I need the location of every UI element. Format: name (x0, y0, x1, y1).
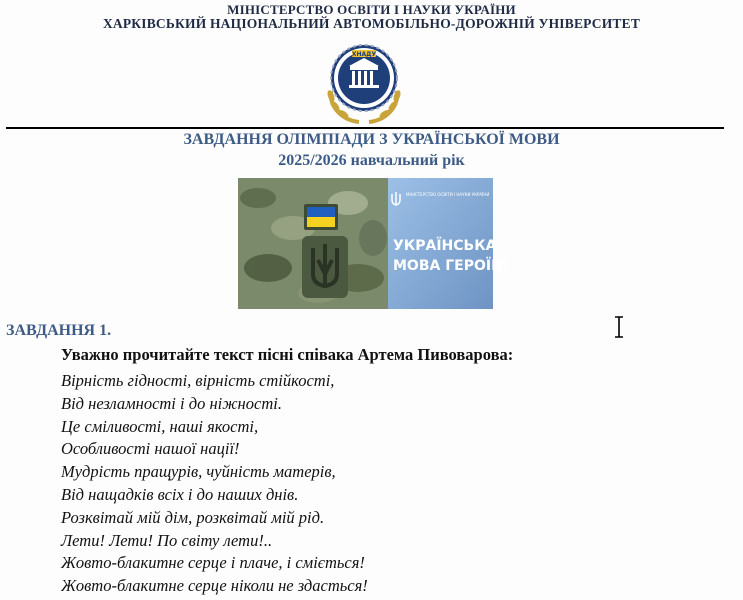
lyric-line: Від нащадків всіх і до наших днів. (61, 484, 299, 504)
emblem-label: ХНАДУ (351, 51, 377, 58)
lyric-line: Від незламності і до ніжності. (61, 393, 282, 413)
song-lyrics (61, 370, 368, 598)
banner-slogan-line1: УКРАЇНСЬКА – (393, 238, 509, 254)
lyric-line: Жовто-блакитне серце ніколи не здасться! (61, 576, 368, 596)
lyric-line: Розквітай мій дім, розквітай мій рід. (61, 507, 325, 527)
olympiad-title: ЗАВДАННЯ ОЛІМПІАДИ З УКРАЇНСЬКОЇ МОВИ (183, 131, 560, 148)
university-header: ХАРКІВСЬКИЙ НАЦІОНАЛЬНИЙ АВТОМОБІЛЬНО-ДОРОЖНІЙ УНІВЕРСИТЕТ (102, 16, 641, 31)
banner-slogan-line2: МОВА ГЕРОЇВ! (393, 258, 509, 274)
lyric-line: Особливості нашої нації! (61, 439, 240, 459)
banner-small-caption: МІНІСТЕРСТВО ОСВІТИ І НАУКИ УКРАЇНИ (406, 192, 490, 197)
header-divider (6, 127, 724, 129)
lyric-line: Жовто-блакитне серце і плаче, і сміється! (61, 553, 365, 573)
university-crest-icon (319, 36, 409, 126)
task-number-heading: ЗАВДАННЯ 1. (6, 322, 112, 339)
lyric-line: Це сміливості, наші якості, (61, 416, 259, 436)
ministry-header: МІНІСТЕРСТВО ОСВІТИ І НАУКИ УКРАЇНИ (227, 2, 516, 17)
lyric-line: Вірність гідності, вірність стійкості, (61, 371, 335, 390)
banner-image (238, 178, 509, 309)
lyric-line: Лети! Лети! По світу лети!.. (61, 530, 273, 550)
task-instruction: Уважно прочитайте текст пісні співака Артема Пивоварова: (61, 345, 514, 364)
text-cursor-icon (612, 316, 626, 338)
lyric-line: Мудрість пращурів, чуйність матерів, (61, 462, 336, 482)
academic-year: 2025/2026 навчальний рік (278, 152, 465, 169)
